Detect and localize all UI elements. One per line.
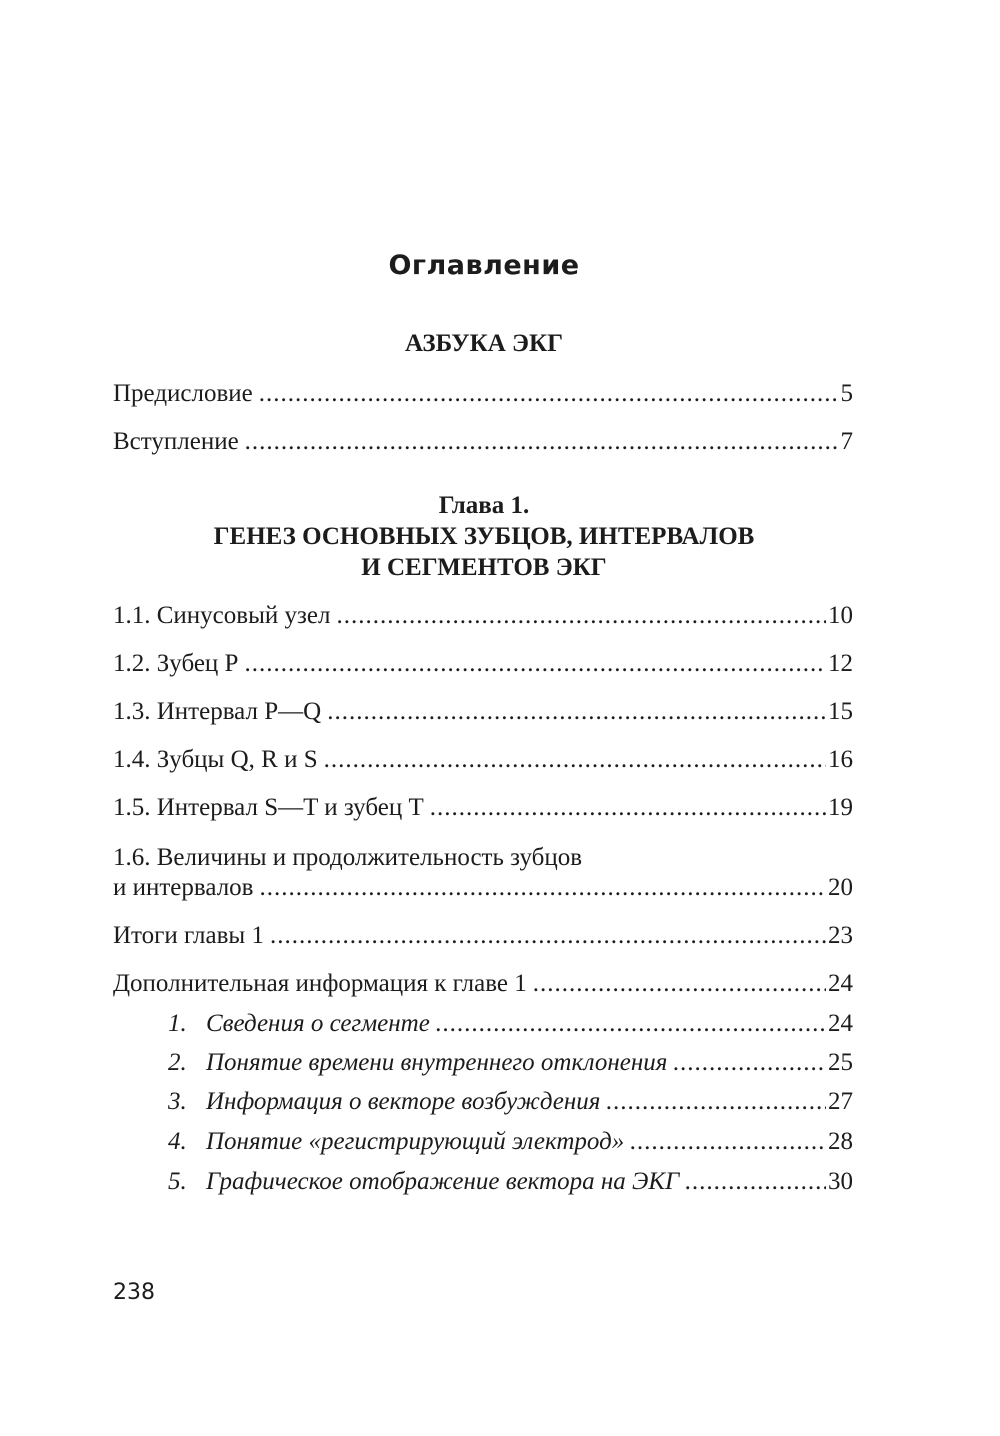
toc-entry-page: 24 — [828, 970, 853, 997]
toc-entry-label: 1.5. Интервал S—T и зубец T — [113, 794, 424, 821]
toc-entry-1-3[interactable] — [113, 694, 853, 730]
leader-dots — [245, 424, 839, 460]
toc-entry-page: 23 — [828, 922, 853, 949]
toc-entry-label: Вступление — [113, 428, 239, 455]
page-title: Оглавление — [388, 250, 580, 281]
toc-entry-page: 30 — [828, 1168, 853, 1195]
leader-dots — [606, 1084, 826, 1120]
page-number: 238 — [113, 1280, 155, 1305]
toc-entry-1-6[interactable] — [113, 870, 853, 906]
toc-entry-page: 28 — [828, 1128, 853, 1155]
toc-entry-label: 1.3. Интервал P—Q — [113, 698, 322, 725]
toc-entry-page: 19 — [828, 794, 853, 821]
toc-entry-1-5[interactable] — [113, 790, 853, 826]
subentry-number: 5. — [168, 1168, 187, 1195]
toc-entry-label: Дополнительная информация к главе 1 — [113, 970, 527, 997]
toc-entry-label: 1.1. Синусовый узел — [113, 602, 331, 629]
toc-entry-1-2[interactable] — [113, 646, 853, 682]
toc-entry-page: 15 — [828, 698, 853, 725]
toc-subentry-label: Сведения о сегменте — [206, 1010, 430, 1037]
toc-entry-label: Итоги главы 1 — [113, 922, 264, 949]
toc-entry-1-6-line1[interactable]: 1.6. Величины и продолжительность зубцов — [113, 844, 583, 871]
toc-entry-page: 25 — [828, 1049, 853, 1076]
leader-dots — [327, 694, 826, 730]
leader-dots — [430, 790, 826, 826]
toc-subentry-2[interactable] — [168, 1045, 853, 1081]
toc-entry-page: 20 — [828, 874, 853, 901]
toc-entry-page: 10 — [828, 602, 853, 629]
toc-entry-page: 27 — [828, 1088, 853, 1115]
toc-entry-chapter-summary[interactable] — [113, 918, 853, 954]
toc-subentry-label: Графическое отображение вектора на ЭКГ — [206, 1168, 680, 1195]
chapter-heading — [0, 490, 968, 583]
leader-dots — [270, 918, 826, 954]
toc-entry-1-4[interactable] — [113, 742, 853, 778]
subentry-number: 1. — [168, 1010, 187, 1037]
toc-entry-1-1[interactable] — [113, 598, 853, 634]
toc-entry-introduction[interactable] — [113, 424, 853, 460]
leader-dots — [436, 1006, 826, 1042]
toc-entry-page: 5 — [840, 380, 853, 407]
toc-subentry-3[interactable] — [168, 1084, 853, 1120]
toc-entry-page: 24 — [828, 1010, 853, 1037]
toc-subentry-label: Понятие времени внутреннего отклонения — [206, 1049, 668, 1076]
toc-subentry-1[interactable] — [168, 1006, 853, 1042]
toc-entry-page: 7 — [840, 428, 853, 455]
toc-entry-preface[interactable] — [113, 376, 853, 412]
toc-entry-label: Предисловие — [113, 380, 253, 407]
leader-dots — [673, 1045, 826, 1081]
toc-entry-page: 12 — [828, 650, 853, 677]
subentry-number: 4. — [168, 1128, 187, 1155]
leader-dots — [259, 870, 826, 906]
part-title: АЗБУКА ЭКГ — [404, 330, 564, 357]
leader-dots — [259, 376, 839, 412]
toc-subentry-label: Понятие «регистрирующий электрод» — [206, 1128, 625, 1155]
subentry-number: 3. — [168, 1088, 187, 1115]
subentry-number: 2. — [168, 1049, 187, 1076]
toc-subentry-label: Информация о векторе возбуждения — [206, 1088, 601, 1115]
toc-entry-additional-info[interactable] — [113, 966, 853, 1002]
toc-entry-label: и интервалов — [113, 874, 254, 901]
chapter-title-line1: ГЕНЕЗ ОСНОВНЫХ ЗУБЦОВ, ИНТЕРВАЛОВ — [213, 523, 755, 550]
leader-dots — [336, 598, 826, 634]
leader-dots — [244, 646, 826, 682]
chapter-title-line2: И СЕГМЕНТОВ ЭКГ — [361, 554, 607, 581]
chapter-number: Глава 1. — [438, 492, 530, 519]
toc-entry-label: 1.4. Зубцы Q, R и S — [113, 746, 318, 773]
leader-dots — [685, 1164, 826, 1200]
leader-dots — [630, 1124, 826, 1160]
toc-subentry-5[interactable] — [168, 1164, 853, 1200]
leader-dots — [324, 742, 826, 778]
leader-dots — [533, 966, 826, 1002]
toc-entry-label: 1.2. Зубец P — [113, 650, 239, 677]
toc-entry-page: 16 — [828, 746, 853, 773]
toc-subentry-4[interactable] — [168, 1124, 853, 1160]
